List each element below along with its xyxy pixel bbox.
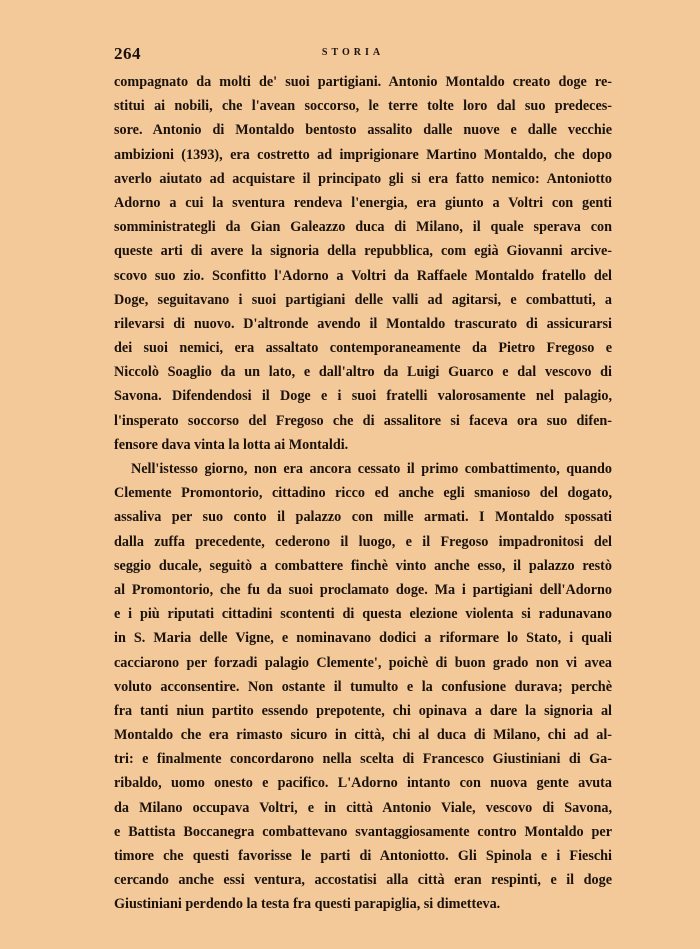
text-line: Montaldo che era rimasto sicuro in città, chi al duca di Milano, chi ad al- — [114, 727, 612, 744]
text-line: assaliva per suo conto il palazzo con mille armati. I Montaldo spossati — [114, 509, 612, 526]
text-line: fensore dava vinta la lotta ai Montaldi. — [114, 436, 349, 453]
running-title: STORIA — [321, 47, 385, 58]
text-line: cercando anche essi ventura, accostatisi alla città eran respinti, e il doge — [114, 872, 612, 889]
text-line: al Promontorio, che fu da suoi proclamato doge. Ma i partigiani dell'Adorno — [114, 581, 612, 598]
text-line: queste arti di avere la signoria della repubblica, com egià Giovanni arcive- — [114, 243, 612, 260]
text-line: fra tanti niun partito essendo prepotente, chi opinava a dare la signoria al — [114, 702, 612, 719]
body-text — [114, 70, 612, 917]
text-line: seggio ducale, seguitò a combattere finchè vinto anche esso, il palazzo restò — [114, 557, 612, 574]
text-line: Adorno a cui la sventura rendeva l'energia, era giunto a Voltri con genti — [114, 194, 612, 211]
text-line: l'insperato soccorso del Fregoso che di assalitore si faceva ora suo difen- — [114, 412, 612, 429]
page-header — [114, 44, 592, 64]
text-line: e Battista Boccanegra combattevano svantaggiosamente contro Montaldo per — [114, 823, 612, 840]
text-line: stitui ai nobili, che l'avean soccorso, le terre tolte loro dal suo predeces- — [114, 98, 612, 115]
text-line: somministrategli da Gian Galeazzo duca di Milano, il quale sperava con — [114, 219, 612, 236]
text-line: Giustiniani perdendo la testa fra questi parapiglia, si dimetteva. — [114, 896, 501, 913]
text-line: sore. Antonio di Montaldo bentosto assalito dalle nuove e dalle vecchie — [114, 122, 612, 139]
text-line: e i più riputati cittadini scontenti di questa elezione violenta si radunavano — [114, 606, 612, 623]
text-line: Doge, seguitavano i suoi partigiani delle valli ad agitarsi, e combattuti, a — [114, 291, 612, 308]
text-line: timore che questi favorisse le parti di Antoniotto. Gli Spinola e i Fieschi — [114, 848, 612, 864]
text-line: in S. Maria delle Vigne, e nominavano dodici a riformare lo Stato, i quali — [114, 630, 612, 647]
page-number: 264 — [114, 44, 141, 63]
text-line: scovo suo zio. Sconfitto l'Adorno a Voltri da Raffaele Montaldo fratello del — [114, 267, 612, 284]
text-line: ambizioni (1393), era costretto ad imprigionare Martino Montaldo, che dopo — [114, 146, 612, 163]
text-line: cacciarono per forzadi palagio Clemente', poichè di buon grado non vi avea — [114, 654, 612, 671]
text-line: compagnato da molti de' suoi partigiani. Antonio Montaldo creato doge re- — [114, 74, 612, 90]
text-line: Savona. Difendendosi il Doge e i suoi fratelli valorosamente nel palagio, — [114, 388, 612, 405]
text-line: averlo aiutato ad acquistare il principato gli si era fatto nemico: Antoniotto — [114, 170, 612, 187]
text-line: Niccolò Soaglio da un lato, e dall'altro da Luigi Guarco e dal vescovo di — [114, 364, 612, 381]
paragraph — [114, 457, 612, 917]
text-line: Nell'istesso giorno, non era ancora cessato il primo combattimento, quando — [131, 461, 612, 477]
text-line: rilevarsi di nuovo. D'altronde avendo il Montaldo trascurato di assicurarsi — [114, 315, 612, 332]
text-line: tri: e finalmente concordarono nella scelta di Francesco Giustiniani di Ga- — [114, 751, 612, 768]
text-line: dei suoi nemici, era assaltato contemporaneamente da Pietro Fregoso e — [114, 340, 612, 357]
text-line: ribaldo, uomo onesto e pacifico. L'Adorno intanto con nuova gente avuta — [114, 775, 612, 792]
text-line: da Milano occupava Voltri, e in città Antonio Viale, vescovo di Savona, — [114, 799, 612, 816]
text-line: dalla zuffa precedente, cederono il luogo, e il Fregoso impadronitosi del — [114, 533, 612, 550]
text-line: Clemente Promontorio, cittadino ricco ed anche egli smanioso del dogato, — [114, 485, 612, 502]
paragraph — [114, 70, 612, 457]
text-line: voluto acconsentire. Non ostante il tumulto e la confusione durava; perchè — [114, 678, 612, 695]
